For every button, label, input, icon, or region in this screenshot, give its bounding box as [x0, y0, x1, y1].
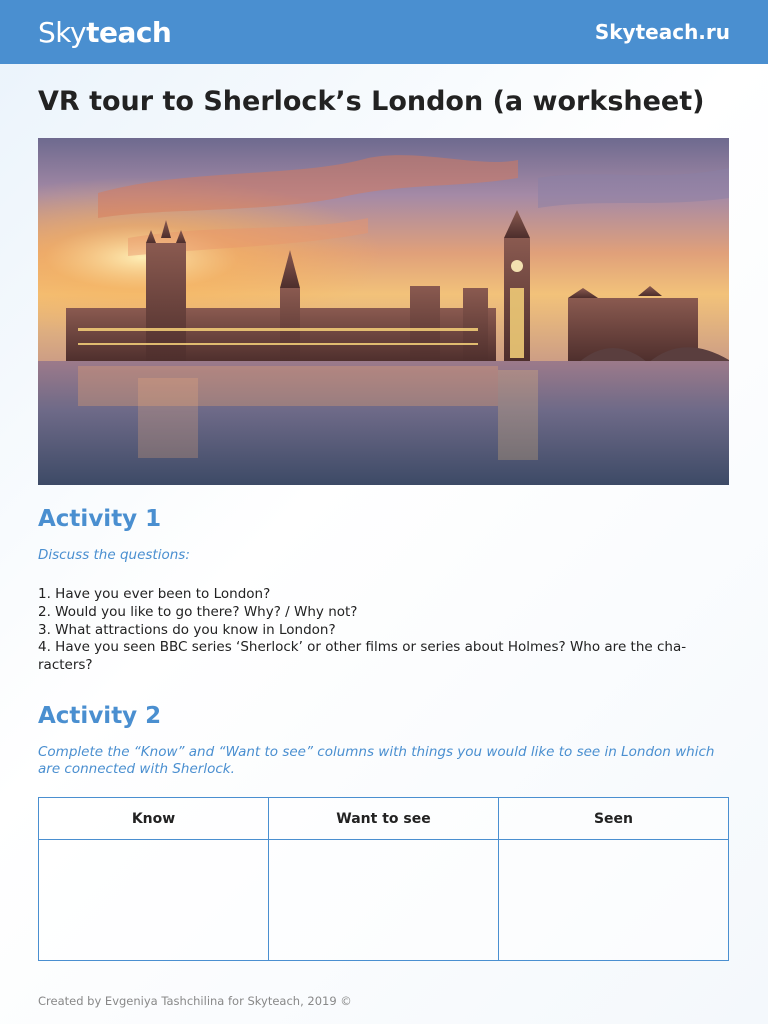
- question-item: 2. Would you like to go there? Why? / Why not?: [38, 603, 358, 620]
- seen-cell[interactable]: [499, 840, 729, 961]
- want-to-see-cell[interactable]: [269, 840, 499, 961]
- london-photo: [38, 138, 729, 485]
- activity-2-instruction: Complete the “Know” and “Want to see” columns with things you would like to see in London which are connected with Sherlock.: [38, 744, 715, 777]
- question-item: 4. Have you seen BBC series ‘Sherlock’ or other films or series about Holmes? Who are the cha-racters?: [38, 639, 687, 674]
- logo-suffix: teach: [86, 15, 172, 49]
- activity-2-heading: Activity 2: [38, 703, 162, 729]
- question-item: 3. What attractions do you know in London?: [38, 621, 336, 638]
- know-want-seen-table: [38, 797, 729, 961]
- activity-1-heading: Activity 1: [38, 506, 162, 532]
- column-header-want-to-see: Want to see: [269, 798, 499, 840]
- table-row: [39, 840, 729, 961]
- table-header-row: [39, 798, 729, 840]
- logo-prefix: Sky: [38, 15, 87, 49]
- page-title: VR tour to Sherlock’s London (a worksheet): [38, 86, 705, 117]
- know-cell[interactable]: [39, 840, 269, 961]
- column-header-seen: Seen: [499, 798, 729, 840]
- question-item: 1. Have you ever been to London?: [38, 586, 271, 602]
- header-bar: [0, 0, 768, 64]
- footer-credit: Created by Evgeniya Tashchilina for Skyteach, 2019 ©: [38, 994, 352, 1008]
- column-header-know: Know: [39, 798, 269, 840]
- activity-1-instruction: Discuss the questions:: [38, 547, 190, 563]
- question-list: [38, 586, 728, 675]
- site-link[interactable]: Skyteach.ru: [594, 20, 730, 44]
- skyteach-logo[interactable]: [38, 16, 171, 49]
